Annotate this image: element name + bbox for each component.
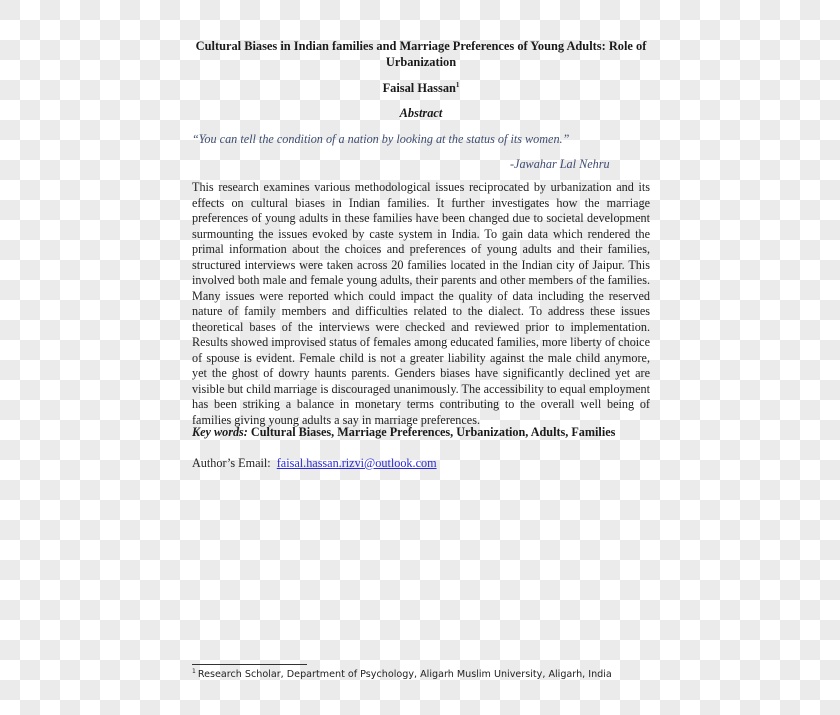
keywords-line (192, 424, 662, 440)
abstract-body: This research examines various methodological issues reciprocated by urbanization and its effects on cultural biases in Indian families. It further investigates how the marriage preferences of young adults in these families have been changed due to societal development surmounting the issues evoked by caste system in India. To gain data which rendered the primal information about the choices and preferences of young adults and their families, structured interviews were taken across 20 families located in the Indian city of Jaipur. This involved both male and female young adults, their parents and other members of the families. Many issues were reported which could impact the quality of data including the reserved nature of family members and difficulties related to the dialect. To address these issues theoretical bases of the interviews were checked and reviewed prior to implementation. Results showed improvised status of females among educated families, more liberty of choice of spouse is evident. Female child is not a greater liability against the male child anymore, yet the ghost of dowry haunts parents. Genders biases have significantly declined yet are visible but child marriage is discouraged unanimously. The accessibility to equal employment has been striking a balance in monetary terms contributing to the overall well being of families giving young adults a say in marriage preferences. (192, 180, 650, 427)
email-link[interactable]: faisal.hassan.rizvi@outlook.com (276, 456, 437, 470)
keywords-label: Key words: (192, 425, 248, 439)
epigraph-quote: “You can tell the condition of a nation by looking at the status of its women.” (192, 132, 570, 146)
author-name: Faisal Hassan (382, 81, 456, 95)
footnote-divider (192, 664, 307, 665)
footnote-marker: 1 (192, 668, 196, 675)
email-label: Author’s Email: (192, 456, 271, 470)
abstract-heading: Abstract (399, 106, 443, 120)
author-email-line (192, 455, 437, 471)
footnote-text: Research Scholar, Department of Psychology, Aligarh Muslim University, Aligarh, India (197, 669, 612, 680)
author-line (192, 80, 650, 96)
epigraph-attribution: -Jawahar Lal Nehru (510, 157, 610, 171)
footnote (192, 668, 612, 682)
document-page (192, 0, 650, 715)
paper-title: Cultural Biases in Indian families and Marriage Preferences of Young Adults: Role of Urbanization (195, 39, 647, 69)
keywords-values: Cultural Biases, Marriage Preferences, Urbanization, Adults, Families (250, 425, 616, 439)
author-footnote-marker[interactable]: 1 (455, 81, 460, 89)
